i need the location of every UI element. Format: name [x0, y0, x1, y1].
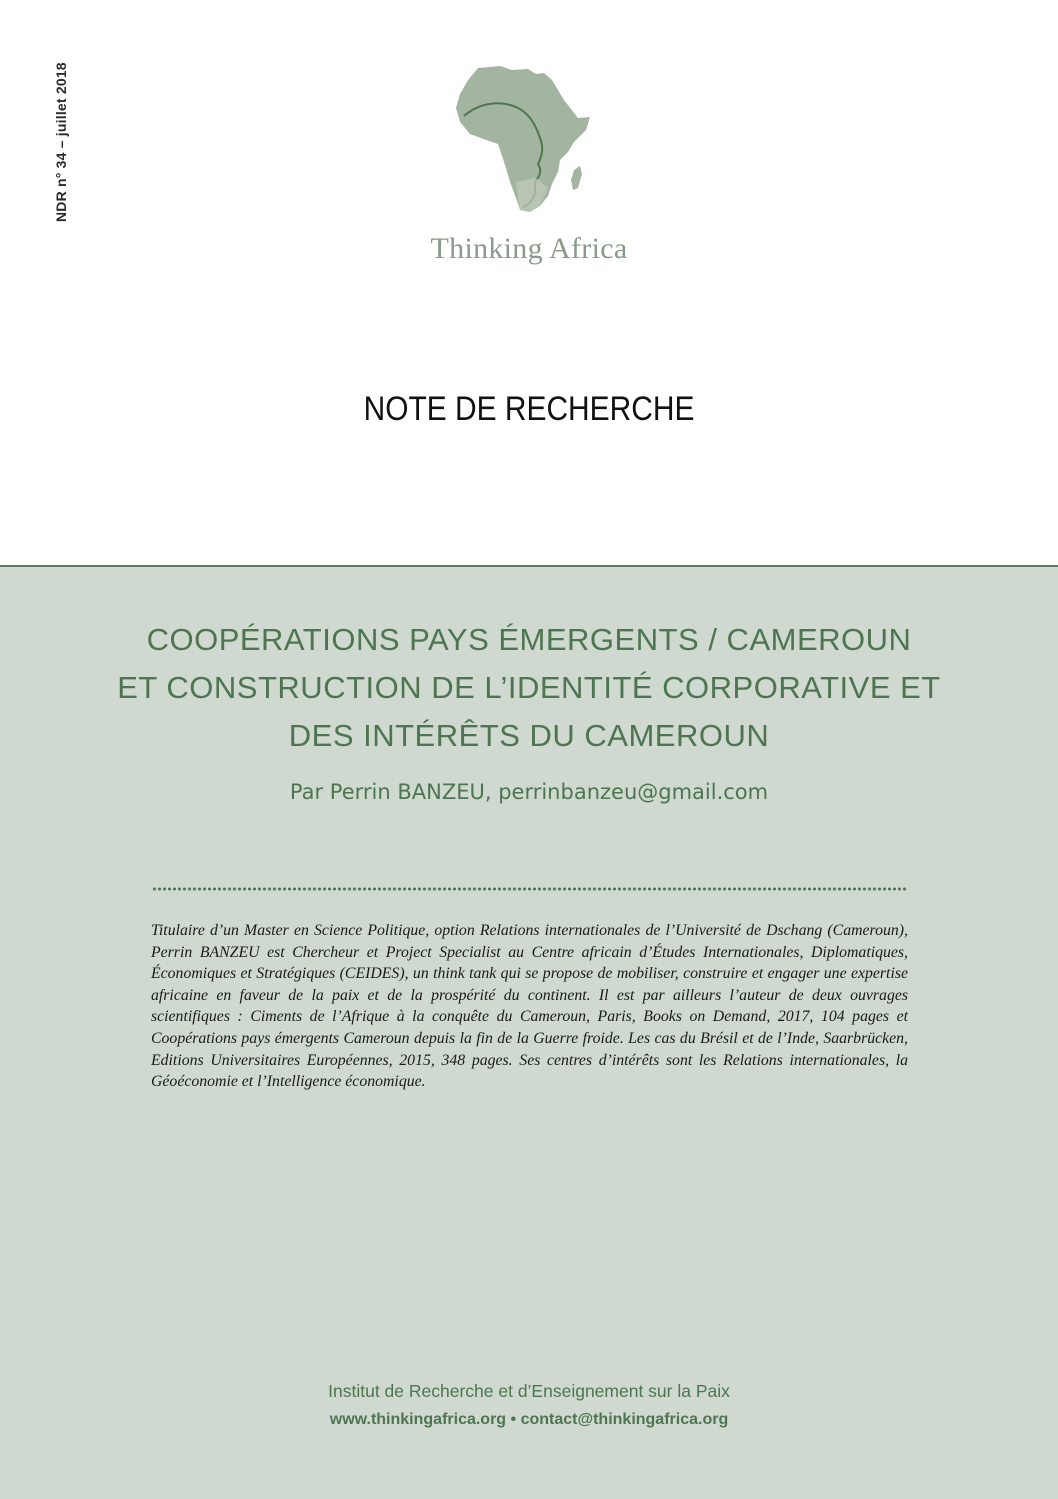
title-line: DES INTÉRÊTS DU CAMEROUN [288, 718, 770, 753]
title-line: COOPÉRATIONS PAYS ÉMERGENTS / CAMEROUN [146, 622, 912, 657]
africa-logo-icon [440, 60, 620, 230]
brand-name: Thinking Africa [430, 232, 628, 265]
author-line: Par Perrin BANZEU, perrinbanzeu@gmail.com [289, 780, 769, 804]
footer-contacts [0, 1411, 1058, 1429]
separator-bullet: • [510, 1411, 517, 1428]
website-link[interactable]: www.thinkingafrica.org [329, 1411, 507, 1428]
dotted-divider [152, 886, 908, 892]
contact-email-link[interactable]: contact@thinkingafrica.org [520, 1411, 729, 1428]
document-type-heading: NOTE DE RECHERCHE [363, 390, 695, 428]
issue-reference: NDR n° 34 – juillet 2018 [53, 62, 69, 222]
document-title [100, 616, 958, 760]
title-line: ET CONSTRUCTION DE L’IDENTITÉ CORPORATIVE ET [117, 670, 941, 705]
institute-name: Institut de Recherche et d’Enseignement sur la Paix [328, 1381, 730, 1401]
author-bio: Titulaire d’un Master en Science Politique, option Relations internationales de l’Université de Dschang (Cameroun), Perrin BANZEU est Chercheur et Project Specialist au Centre africain d’Études Internationales, Diplomatiques, Économiques et Stratégiques (CEIDES), un think tank qui se propose de mobiliser, construire et engager une expertise africaine en faveur de la paix et de la prospérité du continent. Il est par ailleurs l’auteur de deux ouvrages scientifiques : Ciments de l’Afrique à la conquête du Cameroun, Paris, Books on Demand, 2017, 104 pages et Coopérations pays émergents Cameroun depuis la fin de la Guerre froide. Les cas du Brésil et de l’Inde, Saarbrücken, Editions Universitaires Européennes, 2015, 348 pages. Ses centres d’intérêts sont les Relations internationales, la Géoéconomie et l’Intelligence économique. [151, 922, 908, 1091]
